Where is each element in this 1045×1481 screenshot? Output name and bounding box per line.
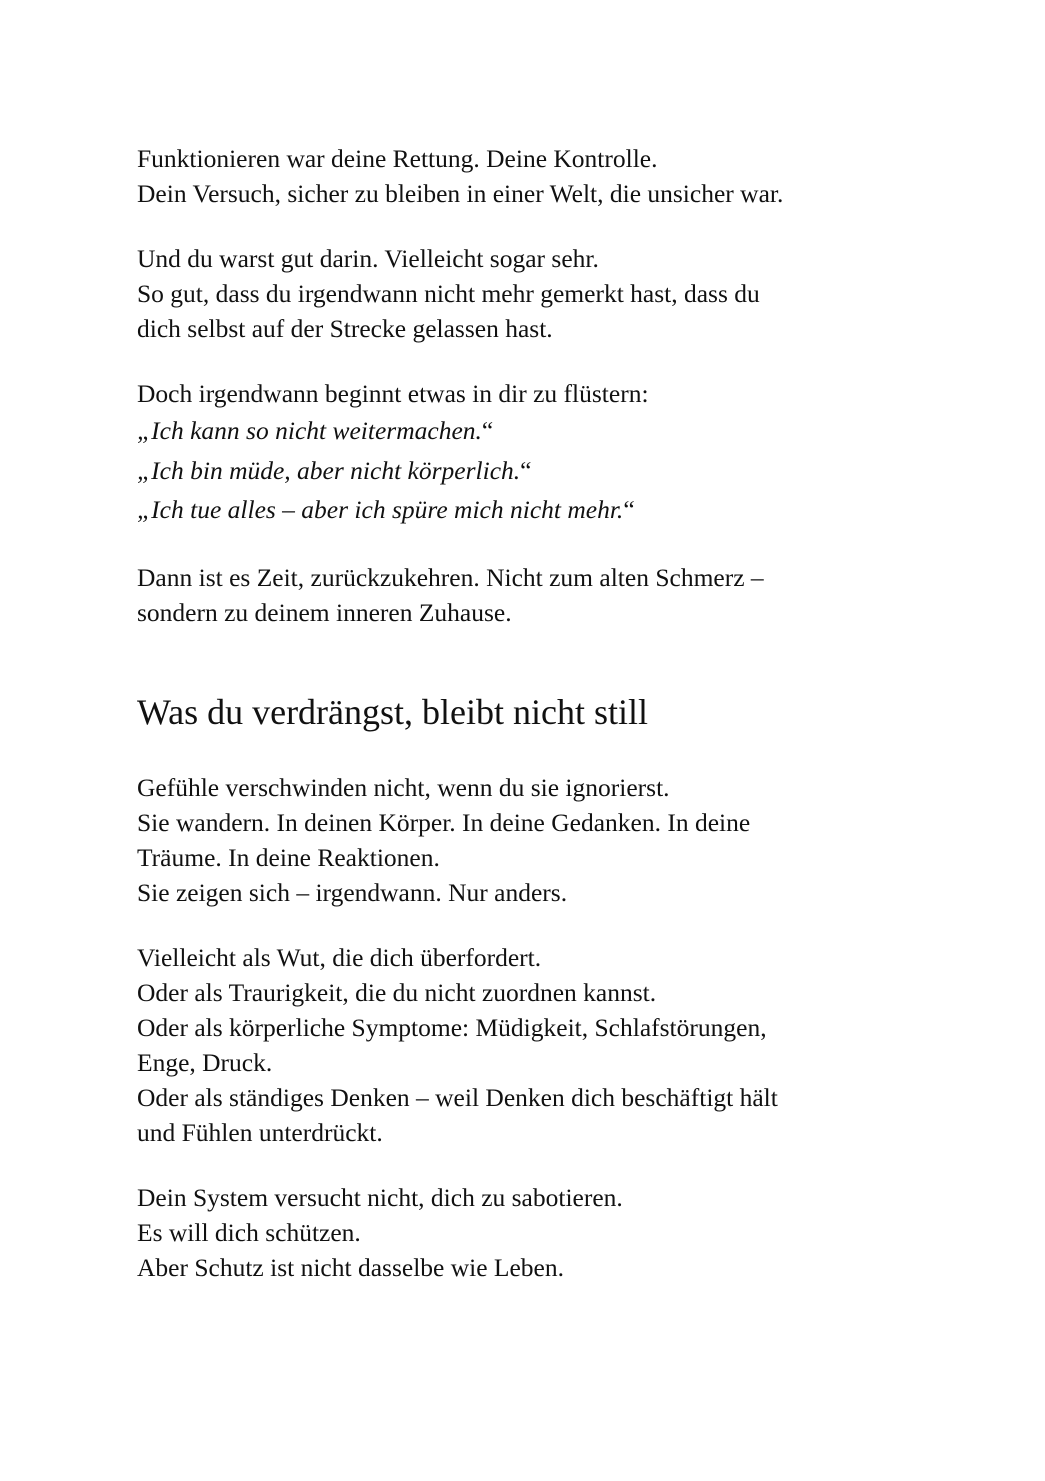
text-line: Sie wandern. In deinen Körper. In deine Gedanken. In deine	[137, 807, 751, 837]
quote-text: „Ich tue alles – aber ich spüre mich nicht mehr.	[137, 495, 624, 524]
quote-close-mark: “	[520, 455, 532, 485]
text-line: Oder als körperliche Symptome: Müdigkeit, Schlafstörungen,	[137, 1012, 767, 1042]
quote-line	[137, 451, 917, 491]
quote-text: „Ich kann so nicht weitermachen.	[137, 416, 482, 445]
text-line: Dann ist es Zeit, zurückzukehren. Nicht zum alten Schmerz –	[137, 562, 764, 592]
document-page	[137, 141, 917, 1315]
text-line: Und du warst gut darin. Vielleicht sogar sehr.	[137, 244, 599, 273]
paragraph-feelings	[137, 770, 917, 910]
text-line: sondern zu deinem inneren Zuhause.	[137, 597, 512, 627]
text-line: Es will dich schützen.	[137, 1217, 361, 1247]
paragraph-symptoms	[137, 940, 917, 1150]
text-line: Oder als ständiges Denken – weil Denken dich beschäftigt hält	[137, 1082, 778, 1112]
text-line: Oder als Traurigkeit, die du nicht zuordnen kannst.	[137, 977, 657, 1007]
paragraph-good-at-it	[137, 241, 917, 346]
section-heading: Was du verdrängst, bleibt nicht still	[137, 691, 649, 732]
paragraph-whisper	[137, 376, 917, 530]
text-line: Funktionieren war deine Rettung. Deine Kontrolle.	[137, 144, 658, 173]
quote-line	[137, 490, 917, 530]
text-line: So gut, dass du irgendwann nicht mehr gemerkt hast, dass du	[137, 279, 760, 308]
quote-close-mark: “	[623, 495, 635, 524]
text-line: Sie zeigen sich – irgendwann. Nur anders.	[137, 877, 568, 907]
text-line: Dein System versucht nicht, dich zu sabotieren.	[137, 1182, 623, 1212]
text-line: Träume. In deine Reaktionen.	[137, 842, 440, 872]
text-line: Doch irgendwann beginnt etwas in dir zu flüstern:	[137, 379, 649, 408]
text-line: dich selbst auf der Strecke gelassen hast.	[137, 314, 553, 343]
paragraph-protection	[137, 1180, 917, 1285]
text-line: und Fühlen unterdrückt.	[137, 1117, 383, 1147]
paragraph-functioning	[137, 141, 917, 211]
text-line: Enge, Druck.	[137, 1047, 273, 1077]
paragraph-return-home	[137, 560, 917, 630]
text-line: Aber Schutz ist nicht dasselbe wie Leben.	[137, 1252, 565, 1282]
quote-text: „Ich bin müde, aber nicht körperlich.	[137, 455, 521, 485]
text-line: Dein Versuch, sicher zu bleiben in einer Welt, die unsicher war.	[137, 179, 784, 208]
quote-close-mark: “	[481, 416, 494, 445]
text-line: Gefühle verschwinden nicht, wenn du sie ignorierst.	[137, 772, 670, 802]
quote-line	[137, 411, 917, 451]
text-line: Vielleicht als Wut, die dich überfordert.	[137, 942, 542, 972]
